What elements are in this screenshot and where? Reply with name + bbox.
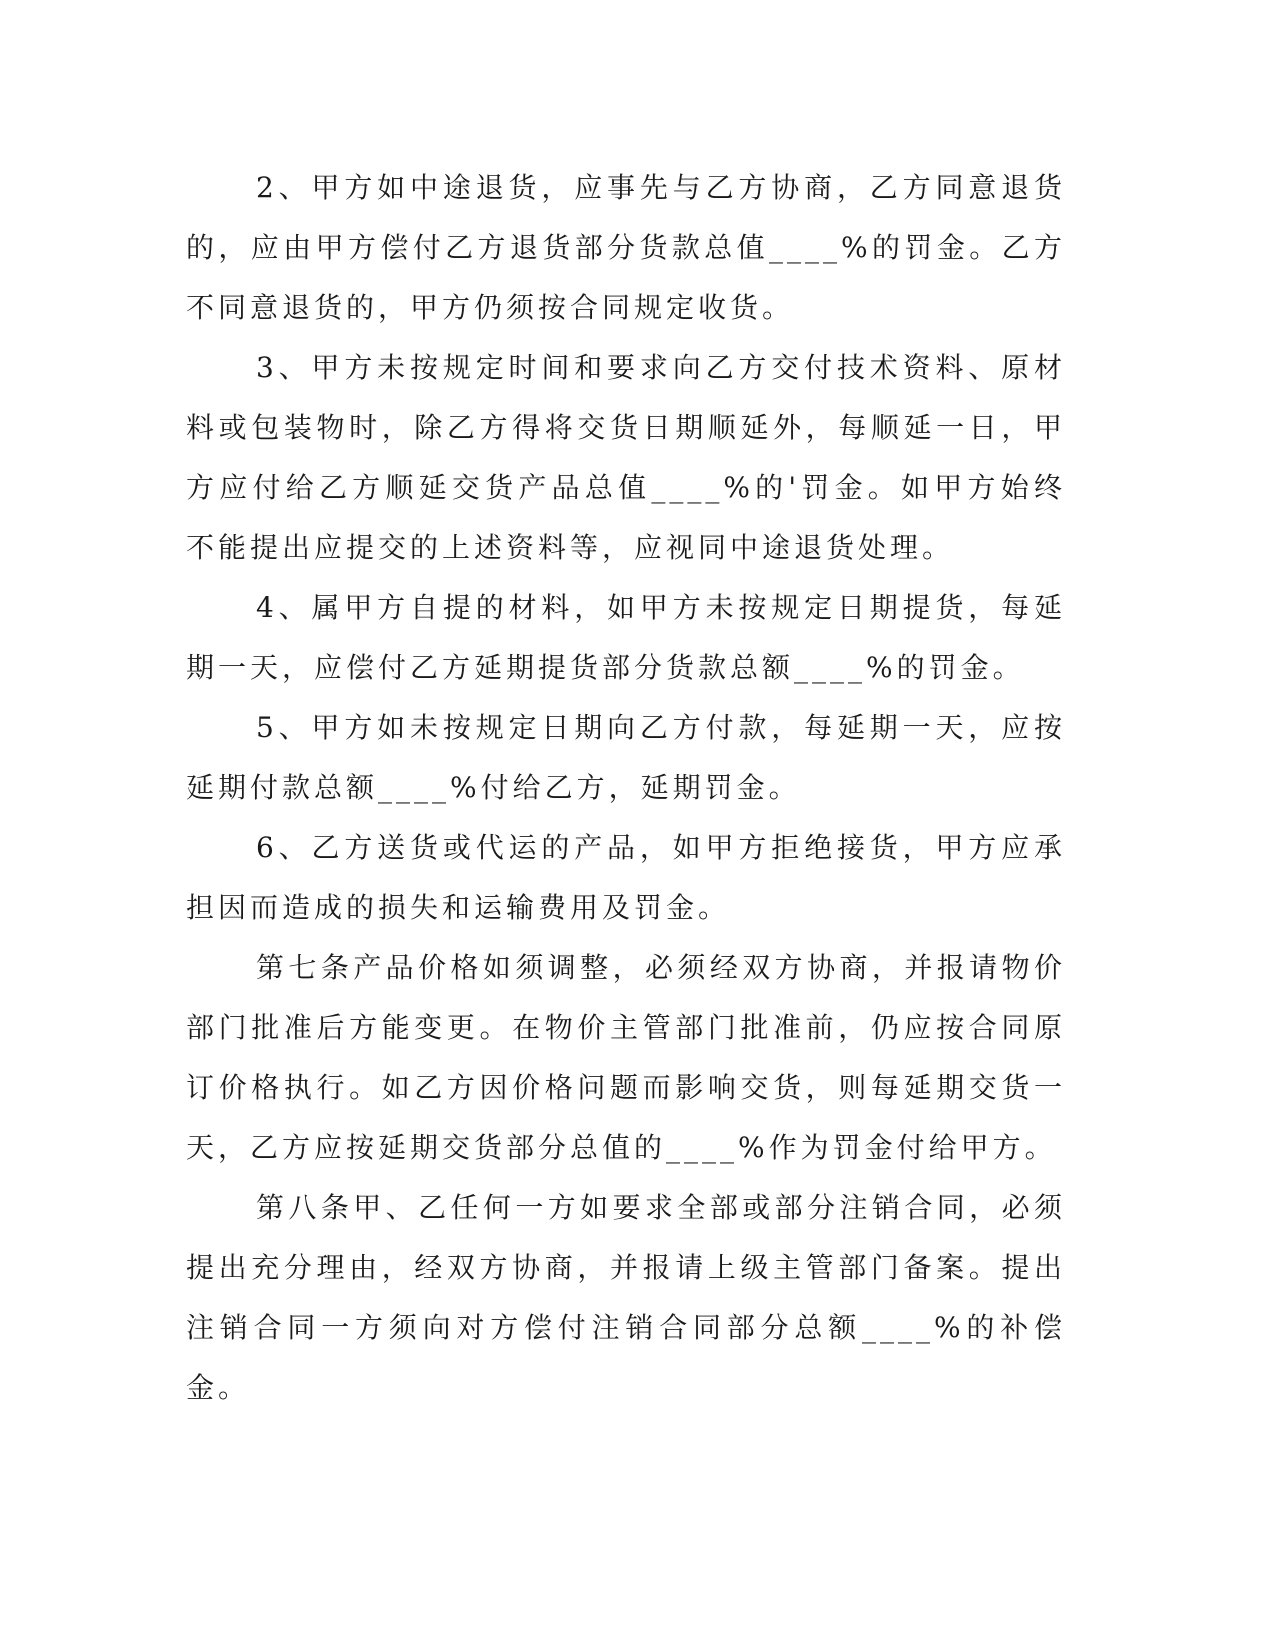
paragraph-clause-3: 3、甲方未按规定时间和要求向乙方交付技术资料、原材料或包装物时，除乙方得将交货日期顺延外，每顺延一日，甲方应付给乙方顺延交货产品总值____%的'罚金。如甲方始终不能提出应提交的上述资料等，应视同中途退货处理。 [186, 351, 1066, 564]
document-body [186, 158, 1066, 1418]
paragraph-clause-6: 6、乙方送货或代运的产品，如甲方拒绝接货，甲方应承担因而造成的损失和运输费用及罚金。 [186, 831, 1066, 924]
paragraph-clause-2: 2、甲方如中途退货，应事先与乙方协商，乙方同意退货的，应由甲方偿付乙方退货部分货款总值____%的罚金。乙方不同意退货的，甲方仍须按合同规定收货。 [186, 171, 1066, 324]
paragraph-clause-4: 4、属甲方自提的材料，如甲方未按规定日期提货，每延期一天，应偿付乙方延期提货部分货款总额____%的罚金。 [186, 591, 1066, 684]
paragraph-clause-5: 5、甲方如未按规定日期向乙方付款，每延期一天，应按延期付款总额____%付给乙方，延期罚金。 [186, 711, 1066, 804]
paragraph-article-7: 第七条产品价格如须调整，必须经双方协商，并报请物价部门批准后方能变更。在物价主管部门批准前，仍应按合同原订价格执行。如乙方因价格问题而影响交货，则每延期交货一天，乙方应按延期交货部分总值的____%作为罚金付给甲方。 [186, 951, 1066, 1164]
paragraph-article-8: 第八条甲、乙任何一方如要求全部或部分注销合同，必须提出充分理由，经双方协商，并报请上级主管部门备案。提出注销合同一方须向对方偿付注销合同部分总额____%的补偿金。 [186, 1191, 1066, 1404]
